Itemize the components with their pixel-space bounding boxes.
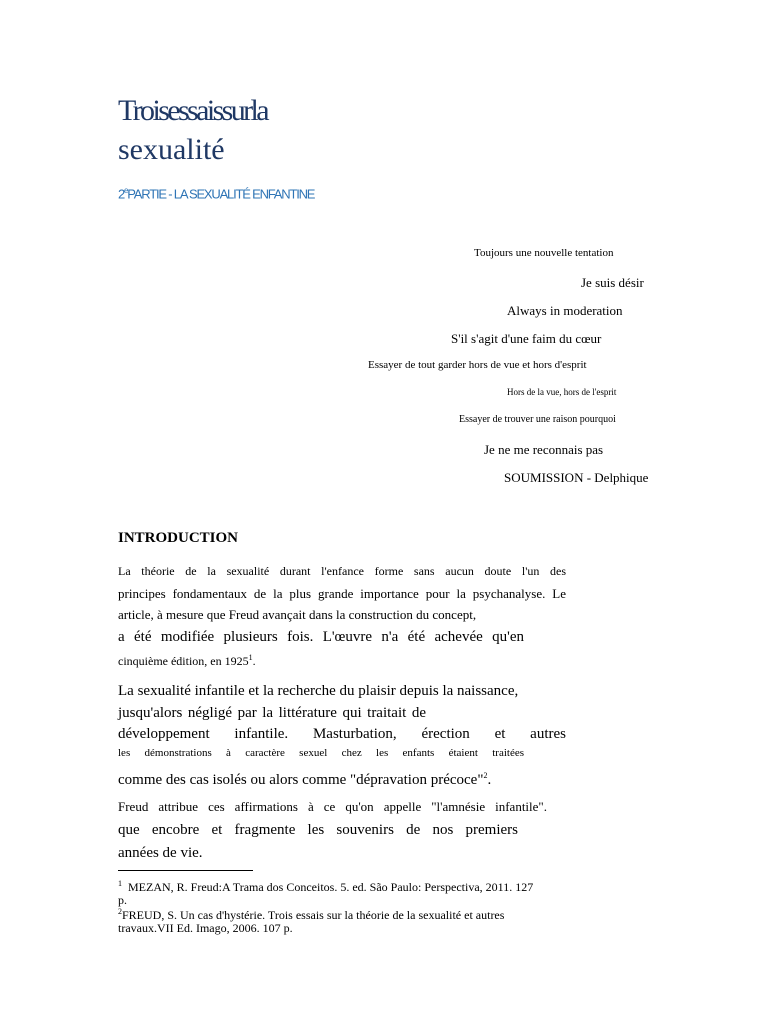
footnote-1 xyxy=(118,877,566,907)
introduction-heading: INTRODUCTION xyxy=(118,530,239,546)
footnote-text: travaux.VII Ed. Imago, 2006. 107 p. xyxy=(118,921,293,935)
subtitle-ordinal-sup: e xyxy=(124,186,128,195)
epigraph-line: Je suis désir xyxy=(581,275,644,290)
footnote-2 xyxy=(118,905,566,935)
paragraph-line: La théorie de la sexualité durant l'enfance forme sans aucun doute l'un des xyxy=(118,564,566,578)
subtitle-ordinal: 2 xyxy=(118,186,125,202)
paragraph-line: jusqu'alors négligé par la littérature qui traitait de xyxy=(118,705,426,721)
paragraph-text: cinquième édition, en 1925 xyxy=(118,654,249,668)
paragraph-text: . xyxy=(252,654,256,668)
paragraph-3 xyxy=(118,799,566,864)
epigraph-line: Toujours une nouvelle tentation xyxy=(474,247,614,259)
footnote-ref[interactable]: 2 xyxy=(483,771,488,780)
paragraph-line: Freud attribue ces affirmations à ce qu'on appelle "l'amnésie infantile". xyxy=(118,799,547,814)
paragraph-line: La sexualité infantile et la recherche du plaisir depuis la naissance, xyxy=(118,683,519,699)
paragraph-line: a été modifiée plusieurs fois. L'œuvre n'a été achevée qu'en xyxy=(118,629,524,645)
paragraph-line: article, à mesure que Freud avançait dans la construction du concept, xyxy=(118,607,477,622)
epigraph-line: Essayer de trouver une raison pourquoi xyxy=(459,414,616,425)
footnote-separator xyxy=(118,870,253,871)
subtitle xyxy=(118,186,314,201)
epigraph-line: Always in moderation xyxy=(507,303,623,318)
epigraph-line: S'il s'agit d'une faim du cœur xyxy=(451,331,602,346)
footnote-mark: 1 xyxy=(118,879,122,888)
footnote-ref[interactable]: 1 xyxy=(248,653,253,662)
footnote-text: FREUD, S. Un cas d'hystérie. Trois essais sur la théorie de la sexualité et autres xyxy=(122,908,505,922)
epigraph-line: Essayer de tout garder hors de vue et hors d'esprit xyxy=(368,359,587,371)
footnote-text: p. xyxy=(118,893,127,907)
epigraph-line: SOUMISSION - Delphique xyxy=(504,470,649,485)
paragraph-text: comme des cas isolés ou alors comme "dépravation précoce" xyxy=(118,772,484,788)
paragraph-line: que encobre et fragmente les souvenirs de nos premiers xyxy=(118,822,518,838)
paragraph-line xyxy=(118,767,566,789)
title-line-1: Troisessaissurla xyxy=(118,94,267,127)
footnote-mark: 2 xyxy=(118,907,122,916)
subtitle-text: PARTIE - LA SEXUALITÉ ENFANTINE xyxy=(127,186,315,202)
paragraph-1 xyxy=(118,563,566,671)
paragraph-line: les démonstrations à caractère sexuel chez les enfants étaient traitées xyxy=(118,747,524,759)
paragraph-line: principes fondamentaux de la plus grande importance pour la psychanalyse. Le xyxy=(118,586,566,601)
footnote-text: MEZAN, R. Freud:A Trama dos Conceitos. 5. ed. São Paulo: Perspectiva, 2011. 127 xyxy=(128,880,534,894)
paragraph-2 xyxy=(118,682,566,789)
paragraph-line: années de vie. xyxy=(118,845,203,861)
paragraph-line: développement infantile. Masturbation, érection et autres xyxy=(118,726,566,742)
paragraph-text: . xyxy=(487,772,492,788)
epigraph-line: Je ne me reconnais pas xyxy=(484,442,604,457)
epigraph-line: Hors de la vue, hors de l'esprit xyxy=(507,387,617,397)
title-line-2: sexualité xyxy=(118,133,225,166)
paragraph-line xyxy=(118,649,566,671)
